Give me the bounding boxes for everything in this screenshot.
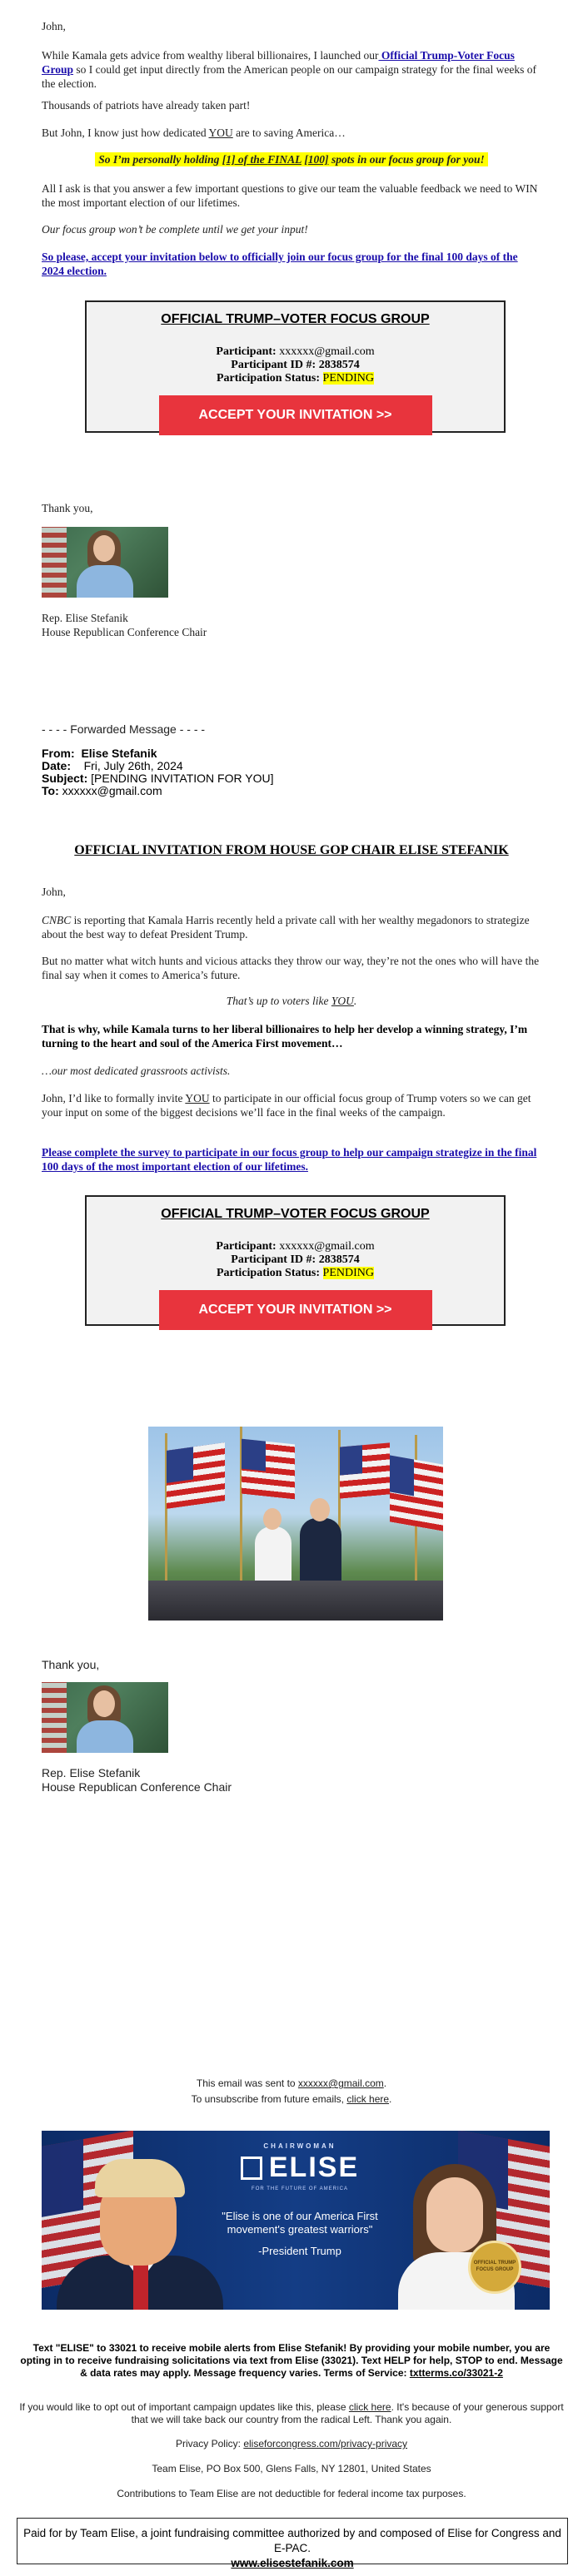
elise-portrait-2 [42, 1682, 168, 1753]
banner-center [212, 2142, 387, 2257]
banner-quote: "Elise is one of our America First movement's greatest warriors" [222, 2210, 378, 2236]
sent-to-line: This email was sent to xxxxxx@gmail.com. [196, 2077, 387, 2089]
unsubscribe-link[interactable]: click here [346, 2093, 390, 2105]
paragraph-america-first: That is why, while Kamala turns to her liberal billionaires to help her develop a winning strategy, I’m turning to the heart and soul of the America First movement… [42, 1023, 528, 1050]
banner-quote-by: -President Trump [258, 2245, 341, 2257]
recipient-email-link[interactable]: xxxxxx@gmail.com [297, 2077, 384, 2089]
signature-title: House Republican Conference Chair [42, 626, 207, 638]
focus-group-box [85, 300, 506, 433]
focus-group-seal: OFFICIAL TRUMP FOCUS GROUP [468, 2241, 521, 2294]
status-badge-2: PENDING [322, 1267, 374, 1279]
paid-for-box: Paid for by Team Elise, a joint fundraising committee authorized by and composed of Elise for Congress and E-PAC. www.elisestefanik.com [17, 2518, 568, 2564]
focus-box-title-2: OFFICIAL TRUMP–VOTER FOCUS GROUP [161, 1207, 430, 1221]
banner-chairwoman: CHAIRWOMAN [263, 2142, 336, 2150]
paragraph-intro: While Kamala gets advice from wealthy liberal billionaires, I launched our Official Trump-Voter Focus Group so I could get input directly from the American people on our campaign strategy for the final weeks of the election. [42, 49, 536, 90]
accept-invitation-link[interactable]: So please, accept your invitation below to officially join our focus group for the final 100 days of the 2024 election. [42, 251, 518, 277]
unsubscribe-line: To unsubscribe from future emails, click here. [191, 2093, 392, 2105]
elise-logo: ELISE [212, 2152, 387, 2184]
paragraph-patriots: Thousands of patriots have already taken part! [42, 99, 251, 112]
sms-disclaimer: Text "ELISE" to 33021 to receive mobile alerts from Elise Stefanik! By providing your mobile number, you are opting in to receive fundraising solicitations via text from Elise (33021). Text HELP for help, STOP to end. Message & data rates may apply. Message frequency varies. Terms of Service: txtterms.co/33021-2 [20, 2342, 563, 2379]
paragraph-activists: …our most dedicated grassroots activists. [42, 1065, 231, 1077]
forwarded-header: - - - - Forwarded Message - - - - [42, 722, 206, 736]
paragraph-witch-hunts: But no matter what witch hunts and vicious attacks they throw our way, they’re not the ones who will have the final say when it comes to America’s future. [42, 955, 540, 981]
signature-name-2: Rep. Elise Stefanik [42, 1766, 141, 1779]
highlight-spots: So I’m personally holding [1] of the FINAL [100] spots in our focus group for you! [42, 152, 541, 166]
website-link[interactable]: www.elisestefanik.com [231, 2557, 354, 2569]
rally-photo [148, 1427, 443, 1621]
paragraph-input: Our focus group won’t be complete until we get your input! [42, 223, 308, 236]
cta-link-wrap-2 [42, 1145, 541, 1174]
greeting-2: John, [42, 886, 66, 898]
optout-link[interactable]: click here [348, 2401, 391, 2413]
focus-box-title: OFFICIAL TRUMP–VOTER FOCUS GROUP [161, 312, 430, 326]
focus-group-box-2 [85, 1195, 506, 1326]
accept-invitation-button[interactable]: ACCEPT YOUR INVITATION >> [159, 395, 432, 435]
elise-portrait [42, 527, 168, 598]
greeting: John, [42, 20, 66, 32]
paragraph-dedicated: But John, I know just how dedicated YOU are to saving America… [42, 127, 346, 139]
terms-link[interactable]: txtterms.co/33021-2 [409, 2367, 503, 2379]
address-line: Team Elise, PO Box 500, Glens Falls, NY 12801, United States [152, 2463, 431, 2474]
signoff: Thank you, [42, 502, 93, 514]
optout-line: If you would like to opt out of important campaign updates like this, please click here. It's because of your generous support that we will take back our country from the radical Left. Thank you again. [19, 2401, 564, 2425]
accept-invitation-button-2[interactable]: ACCEPT YOUR INVITATION >> [159, 1290, 432, 1330]
complete-survey-link[interactable]: Please complete the survey to participate in our focus group to help our campaign strategize in the final 100 days of the most important election of our lifetimes. [42, 1146, 537, 1173]
paragraph-feedback: All I ask is that you answer a few important questions to give our team the valuable feedback we need to WIN the most important election of our lifetimes. [42, 182, 538, 209]
focus-box-details: Participant: xxxxxx@gmail.com Participant ID #: 2838574 Participation Status: PENDING [216, 345, 375, 385]
privacy-link[interactable]: eliseforcongress.com/privacy-privacy [243, 2438, 408, 2449]
forwarded-meta: From: Elise Stefanik Date: Fri, July 26th, 2024 Subject: [PENDING INVITATION FOR YOU] To: xxxxxx@gmail.com [42, 747, 274, 797]
paragraph-formal-invite: John, I’d like to formally invite YOU to participate in our official focus group of Trump voters so we can get your input on some of the biggest decisions we’ll face in the final weeks of the campaign. [42, 1092, 531, 1119]
signoff-2: Thank you, [42, 1658, 100, 1671]
privacy-line: Privacy Policy: eliseforcongress.com/privacy-privacy [175, 2438, 408, 2449]
signature-name: Rep. Elise Stefanik [42, 612, 128, 624]
signature-title-2: House Republican Conference Chair [42, 1780, 232, 1794]
banner-tagline: FOR THE FUTURE OF AMERICA [252, 2186, 348, 2191]
cta-link-wrap [42, 250, 541, 278]
focus-box-details-2: Participant: xxxxxx@gmail.com Participant ID #: 2838574 Participation Status: PENDING [216, 1240, 375, 1279]
paragraph-cnbc: CNBC is reporting that Kamala Harris recently held a private call with her wealthy megadonors to strategize about the best way to defeat President Trump. [42, 914, 530, 941]
elise-banner[interactable] [42, 2131, 550, 2310]
paragraph-voters: That’s up to voters like YOU. [226, 995, 357, 1007]
invitation-title: OFFICIAL INVITATION FROM HOUSE GOP CHAIR ELISE STEFANIK [74, 843, 509, 857]
status-badge: PENDING [322, 372, 374, 385]
focus-group-link[interactable]: Official Trump-Voter Focus Group [42, 49, 515, 76]
tax-line: Contributions to Team Elise are not deductible for federal income tax purposes. [117, 2488, 466, 2499]
